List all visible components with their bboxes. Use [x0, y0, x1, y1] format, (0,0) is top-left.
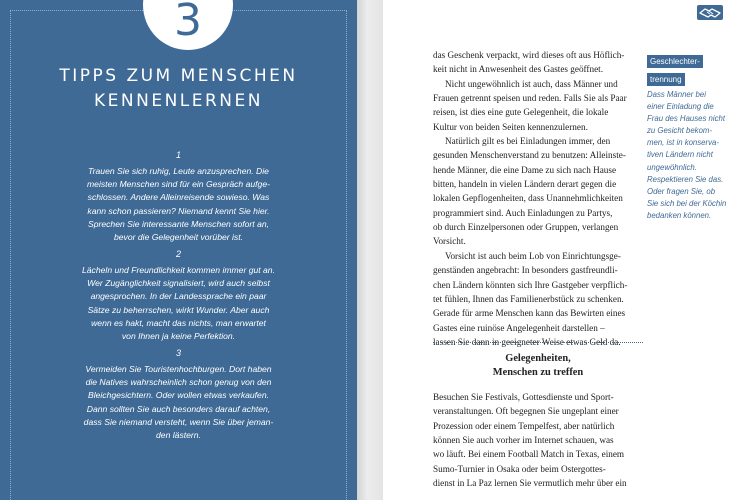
section-heading	[433, 352, 643, 380]
tip-text	[28, 264, 329, 343]
note-line: bedanken können.	[647, 210, 712, 220]
note-line: tiven Ländern nicht	[647, 150, 713, 160]
text-line: programmiert sind. Auch Einladungen zu Partys,	[433, 207, 613, 218]
text-line: Kultur von beiden Seiten kennenzulernen.	[433, 121, 588, 132]
tip-line: Wer Zugänglichkeit signalisiert, wird auch selbst	[87, 278, 270, 289]
paragraph	[433, 48, 643, 77]
note-line: zu Gesicht bekom-	[647, 126, 712, 136]
text-line: tet fühlen, Ihnen das Familienerbstück zu schenken.	[433, 293, 624, 304]
tip-text	[28, 363, 329, 442]
right-page	[383, 0, 740, 500]
section-divider	[433, 342, 643, 343]
text-line: Vorsicht.	[433, 236, 466, 247]
note-line: Dass Männer bei	[647, 90, 706, 99]
main-text-column	[433, 48, 643, 349]
tip-line: dass Sie niemand versteht, wenn Sie über jeman-	[83, 416, 274, 427]
text-line: reisen, ist dies eine gute Gelegenheit, die lokale	[433, 107, 609, 118]
margin-note-tag: Geschlechter-	[647, 55, 703, 68]
text-line: Prozession oder einem Tempelfest, aber natürlich	[433, 420, 615, 431]
tip-line: von Ihnen ja keine Perfektion.	[121, 331, 236, 342]
text-line: dienst in La Paz lernen Sie vermutlich mehr über ein	[433, 478, 627, 489]
tip-line: kann schon passieren? Niemand kennt Sie hier.	[87, 205, 270, 216]
page-title	[20, 64, 337, 114]
text-line: hende Männer, die eine Dame zu sich nach Hause	[433, 164, 617, 175]
text-line: Besuchen Sie Festivals, Gottesdienste und Sport-	[433, 392, 614, 402]
book-gutter	[357, 0, 383, 500]
text-line: Gerade für arme Menschen kann das Bewirten eines	[433, 308, 626, 319]
note-line: Frau des Hauses nicht	[647, 114, 726, 124]
tip-line: den lästern.	[156, 430, 201, 441]
tip-line: Trauen Sie sich ruhig, Leute anzusprechen. Die	[88, 166, 269, 176]
tip-line: Sätze zu beherrschen, wirkt Wunder. Aber auch	[87, 304, 270, 315]
margin-note-tag: trennung	[647, 73, 685, 86]
tip-line: meisten Menschen sind für ein Gespräch aufge-	[87, 179, 270, 190]
note-line: Sie sich bei der Köchin	[647, 198, 727, 208]
text-line: bitten, handeln in vielen Ländern derart gegen die	[433, 179, 617, 190]
text-line: Natürlich gilt es bei Einladungen immer, den	[445, 136, 611, 147]
paragraph	[433, 249, 643, 349]
section-heading-line: Menschen zu treffen	[492, 367, 584, 378]
paragraph	[433, 77, 643, 134]
margin-note	[647, 51, 733, 222]
tip-line: wenn es hakt, macht das nichts, man erwartet	[91, 317, 266, 328]
page-title-line1: TIPPS ZUM MENSCHEN	[59, 66, 298, 86]
paragraph	[433, 134, 643, 249]
text-line: genständen angebracht: In besonders gastfreundli-	[433, 265, 618, 276]
section-heading-line: Gelegenheiten,	[505, 353, 571, 364]
tip-line: Sprechen Sie interessante Menschen sofort an,	[87, 218, 270, 229]
left-page	[0, 0, 357, 500]
text-line: das Geschenk verpackt, wird dieses oft aus Höflich-	[433, 50, 625, 60]
tip-number: 1	[175, 150, 181, 160]
text-line: veranstaltungen. Oft begegnen Sie ungeplant einer	[433, 406, 619, 417]
tip-line: schlossen. Andere Alleinreisende sowieso. Was	[87, 192, 270, 203]
handshake-icon	[697, 5, 723, 20]
note-line: ungewöhnlich.	[647, 162, 697, 172]
tip-text	[28, 165, 329, 244]
text-line: Nicht ungewöhnlich ist auch, dass Männer und	[445, 78, 618, 89]
text-line: gesunden Menschenverstand zu benutzen: Alleinste-	[433, 150, 626, 161]
text-line: ob durch Einzelpersonen oder Gruppen, verlangen	[433, 222, 619, 233]
text-line: wo läuft. Bei einem Football Match in Texas, einem	[433, 449, 625, 460]
note-line: men, ist in konserva-	[647, 138, 719, 148]
text-line: lokalen Gepflogenheiten, dass Unannehmlichkeiten	[433, 193, 623, 204]
text-line: keit nicht in Anwesenheit des Gastes geöffnet.	[433, 64, 604, 75]
tip-line: die Natives wahrscheinlich schon genug von den	[85, 377, 272, 388]
note-line: Oder fragen Sie, ob	[647, 186, 716, 196]
margin-note-text	[647, 89, 733, 222]
page-title-line2: KENNENLERNEN	[94, 91, 263, 111]
tip-line: Lächeln und Freundlichkeit kommen immer gut an.	[82, 265, 275, 275]
section-body	[433, 390, 643, 490]
text-line: Vorsicht ist auch beim Lob von Einrichtungsge-	[445, 250, 621, 261]
tip-line: angesprochen. In der Landessprache ein paar	[90, 291, 267, 302]
note-line: Respektieren Sie das.	[647, 174, 724, 184]
text-line: chen Ländern könnten sich Ihre Gastgeber verpflich-	[433, 279, 628, 290]
tip-number: 3	[175, 348, 181, 358]
text-line: können Sie auch vorher im Internet schauen, was	[433, 435, 614, 446]
note-line: einer Einladung die	[647, 102, 714, 112]
text-line: Frauen getrennt speisen und reden. Falls Sie als Paar	[433, 93, 627, 104]
chapter-number: 3	[174, 0, 202, 46]
tip-number: 2	[175, 249, 181, 259]
tip-line: Bleichgesichtern. Oder wollen etwas verkaufen.	[87, 390, 270, 401]
paragraph	[433, 390, 643, 490]
text-line: Sumo-Turnier in Osaka oder beim Ostergottes-	[433, 463, 606, 474]
text-line: lassen Sie dann in geeigneter Weise etwas Geld da.	[433, 336, 621, 347]
tip-line: Dann sollten Sie auch besonders darauf achten,	[86, 403, 271, 414]
text-line: Gastes eine ruinöse Angelegenheit darstellen –	[433, 322, 605, 333]
tip-line: bevor die Gelegenheit vorüber ist.	[114, 232, 243, 243]
tip-line: Vermeiden Sie Touristenhochburgen. Dort haben	[85, 364, 272, 374]
